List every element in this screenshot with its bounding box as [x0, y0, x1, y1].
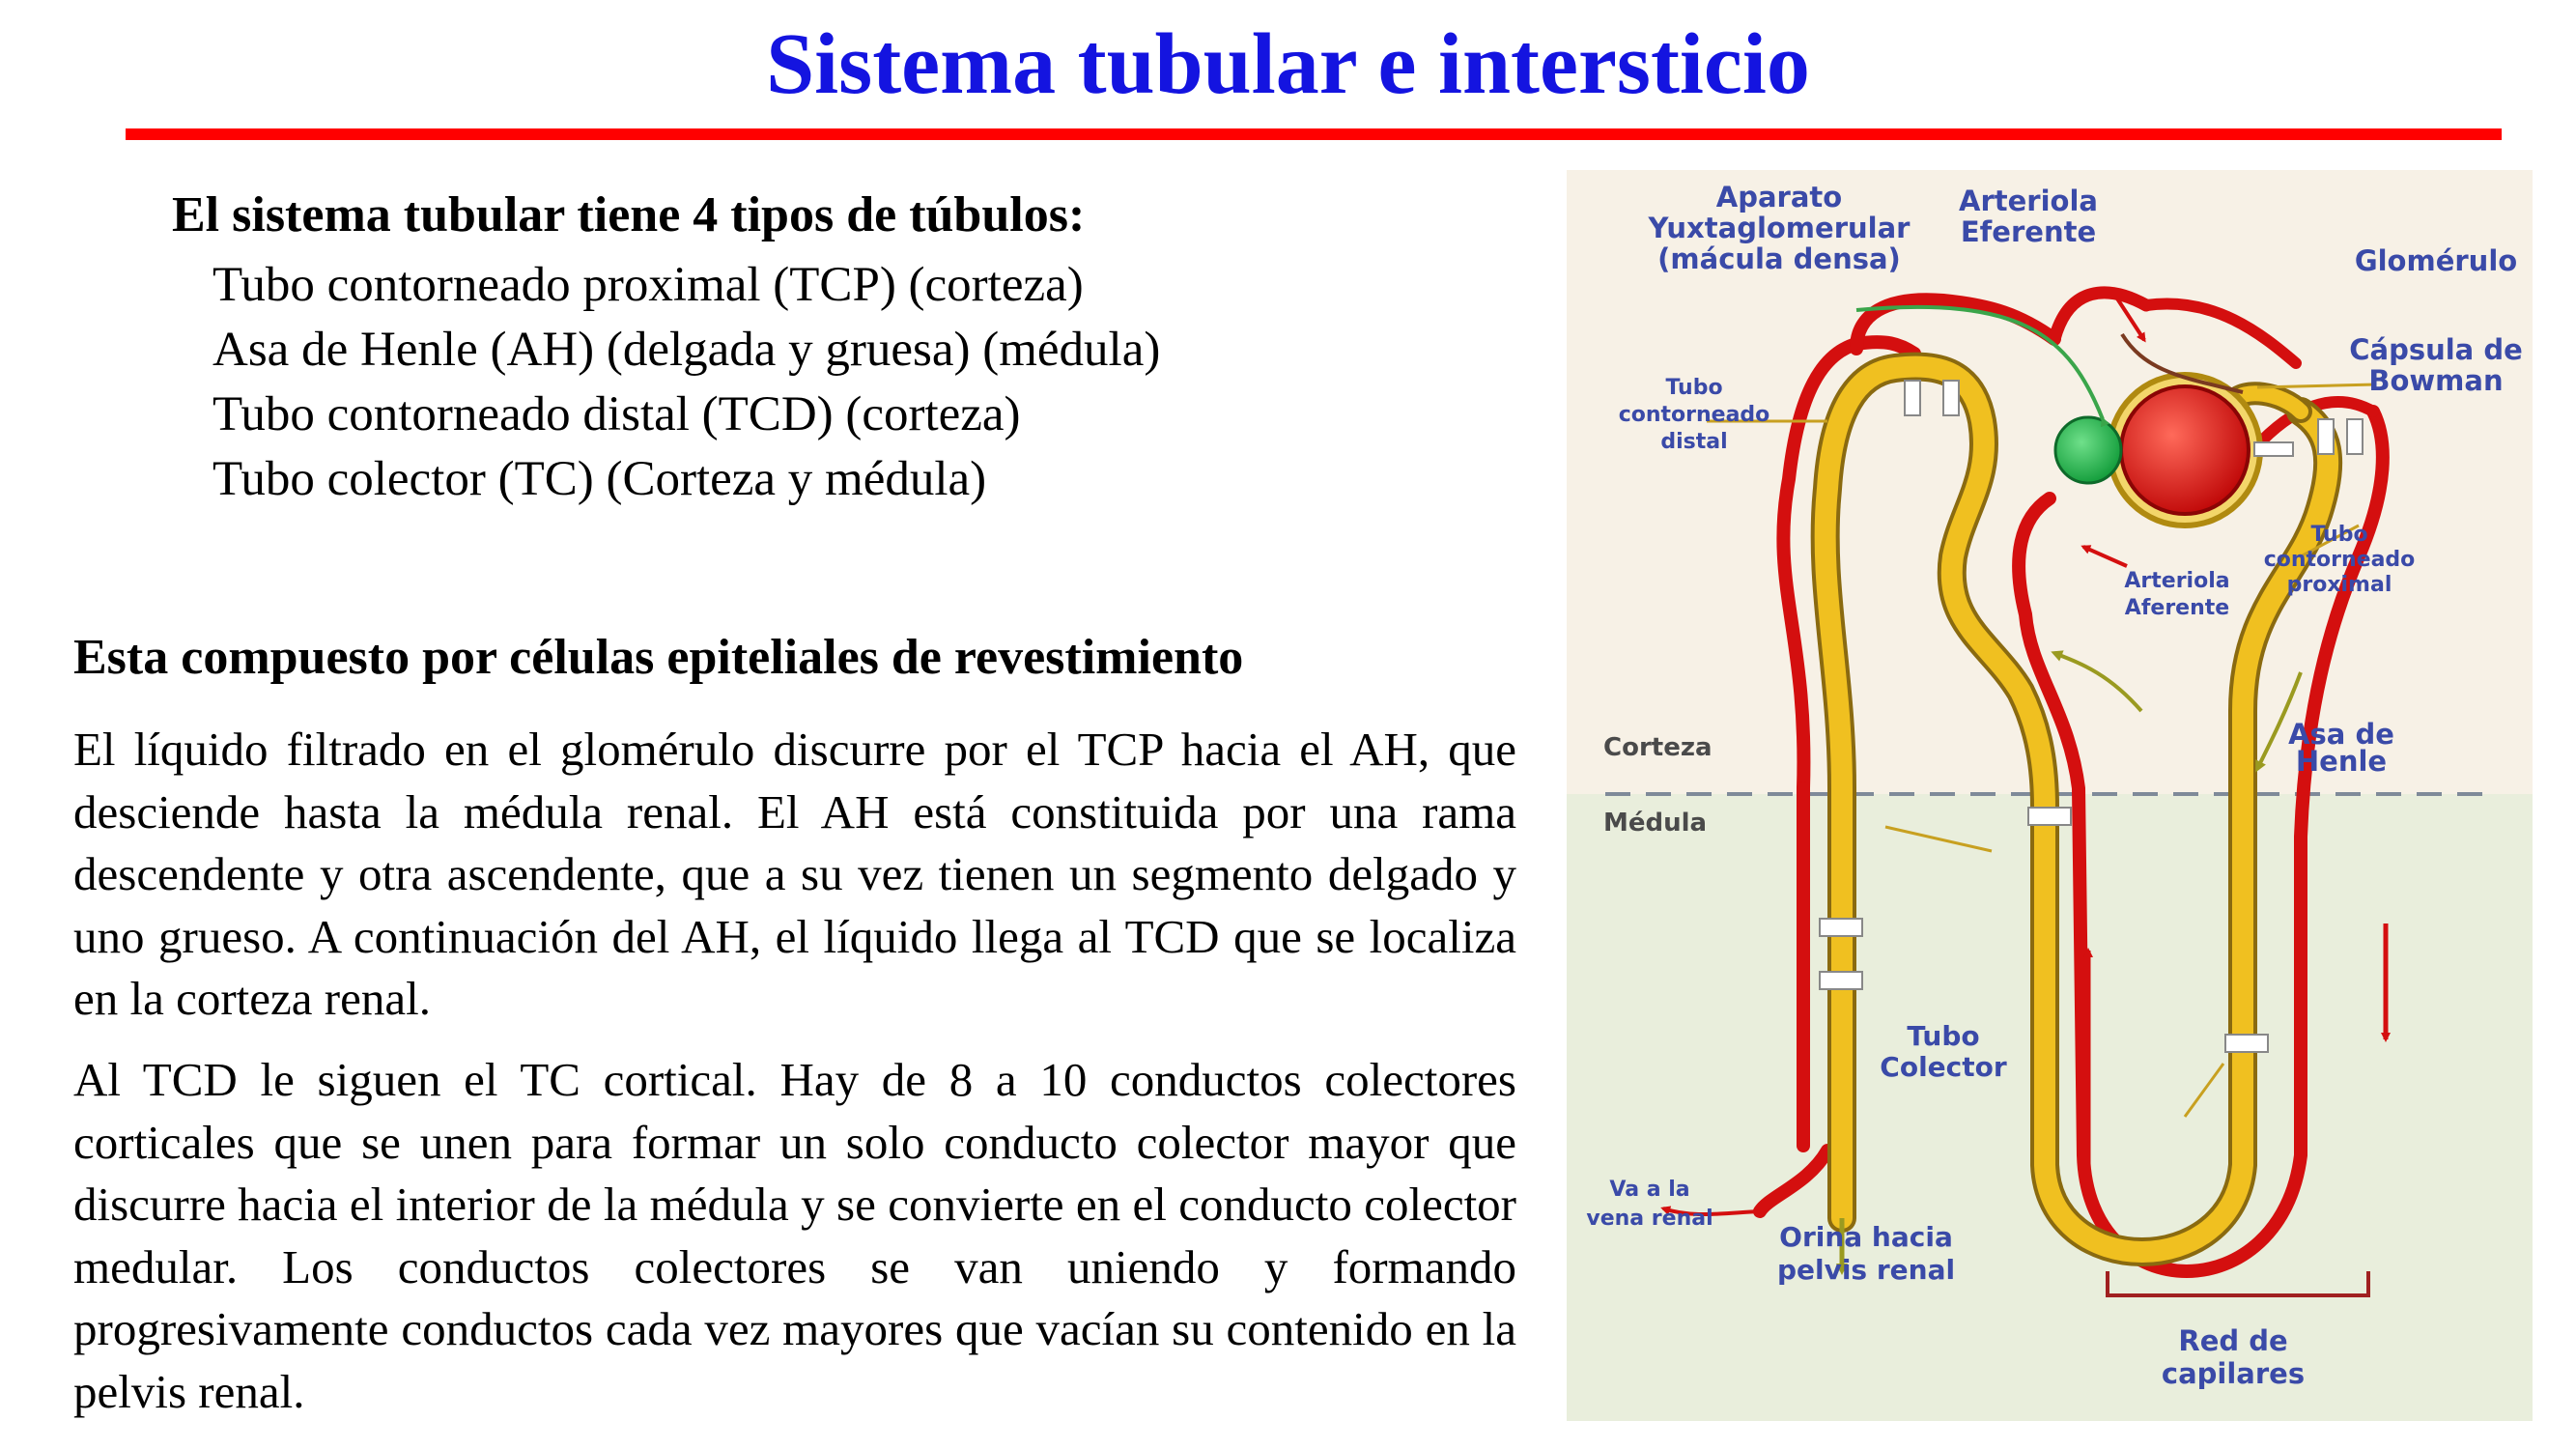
label-vena-1: Va a la	[1609, 1178, 1690, 1202]
paragraph-filtrate-flow: El líquido filtrado en el glomérulo discurre por el TCP hacia el AH, que desciende hasta la médula renal. El AH está constituida por una rama descendente y otra ascendente, que a su vez tienen un segmento delgado y uno grueso. A continuación del AH, el líquido llega al TCD que se localiza en la corteza renal.	[73, 723, 1516, 1025]
label-capsula-1: Cápsula de	[2349, 333, 2523, 366]
label-henle-2: Henle	[2295, 745, 2388, 778]
label-orina-1: Orina hacia	[1779, 1221, 1953, 1253]
label-tcd-3: distal	[1660, 430, 1728, 454]
label-glomerulo: Glomérulo	[2354, 244, 2518, 277]
label-tcp-2: contorneado	[2263, 548, 2416, 572]
label-eferente-2: Eferente	[1960, 215, 2097, 248]
label-medula: Médula	[1603, 809, 1708, 838]
label-vena-2: vena renal	[1586, 1207, 1713, 1231]
nephron-diagram-svg	[1567, 170, 2533, 1421]
label-tcp-3: proximal	[2286, 573, 2392, 597]
label-henle-1: Asa de	[2288, 718, 2394, 751]
label-red-2: capilares	[2161, 1357, 2306, 1390]
paragraph-collecting-ducts: Al TCD le siguen el TC cortical. Hay de 8 a 10 conductos colectores corticales que se unen para formar un solo conducto colector mayor que discurre hacia el interior de la médula y se convierte en el conducto colector medular. Los conductos colectores se van uniendo y formando progresivamente conductos cada vez mayores que vacían su contenido en la pelvis renal.	[73, 1053, 1516, 1418]
label-tcd-1: Tubo	[1665, 376, 1723, 400]
label-capsula-2: Bowman	[2368, 364, 2504, 397]
tubule-type-item: Tubo contorneado proximal (TCP) (corteza)	[212, 258, 1084, 312]
label-red-1: Red de	[2178, 1324, 2288, 1357]
title-underline	[126, 128, 2502, 140]
label-aparato-1: Aparato	[1715, 181, 1843, 213]
label-colector-1: Tubo	[1907, 1020, 1980, 1052]
tubule-type-item: Tubo contorneado distal (TCD) (corteza)	[212, 387, 1021, 441]
tubule-list-heading: El sistema tubular tiene 4 tipos de túbulos:	[172, 187, 1086, 242]
macula-densa	[2055, 417, 2121, 483]
label-aparato-3: (mácula densa)	[1657, 242, 1901, 275]
glomerulus	[2121, 386, 2249, 514]
label-aferente-2: Aferente	[2124, 596, 2230, 620]
nephron-diagram	[1567, 170, 2533, 1421]
label-eferente-1: Arteriola	[1959, 185, 2098, 217]
label-corteza: Corteza	[1603, 733, 1713, 762]
tubule-type-list	[212, 253, 1160, 512]
slide-title: Sistema tubular e intersticio	[766, 16, 1810, 112]
label-aparato-2: Yuxtaglomerular	[1648, 212, 1911, 244]
label-aferente-1: Arteriola	[2124, 569, 2230, 593]
epithelium-subheading: Esta compuesto por células epiteliales de revestimiento	[73, 630, 1244, 685]
label-orina-2: pelvis renal	[1776, 1254, 1956, 1286]
label-colector-2: Colector	[1880, 1051, 2007, 1083]
label-tcp-1: Tubo	[2310, 523, 2368, 547]
tubule-type-item: Asa de Henle (AH) (delgada y gruesa) (médula)	[212, 323, 1161, 377]
tubule-type-item: Tubo colector (TC) (Corteza y médula)	[212, 452, 987, 506]
label-tcd-2: contorneado	[1618, 403, 1770, 427]
